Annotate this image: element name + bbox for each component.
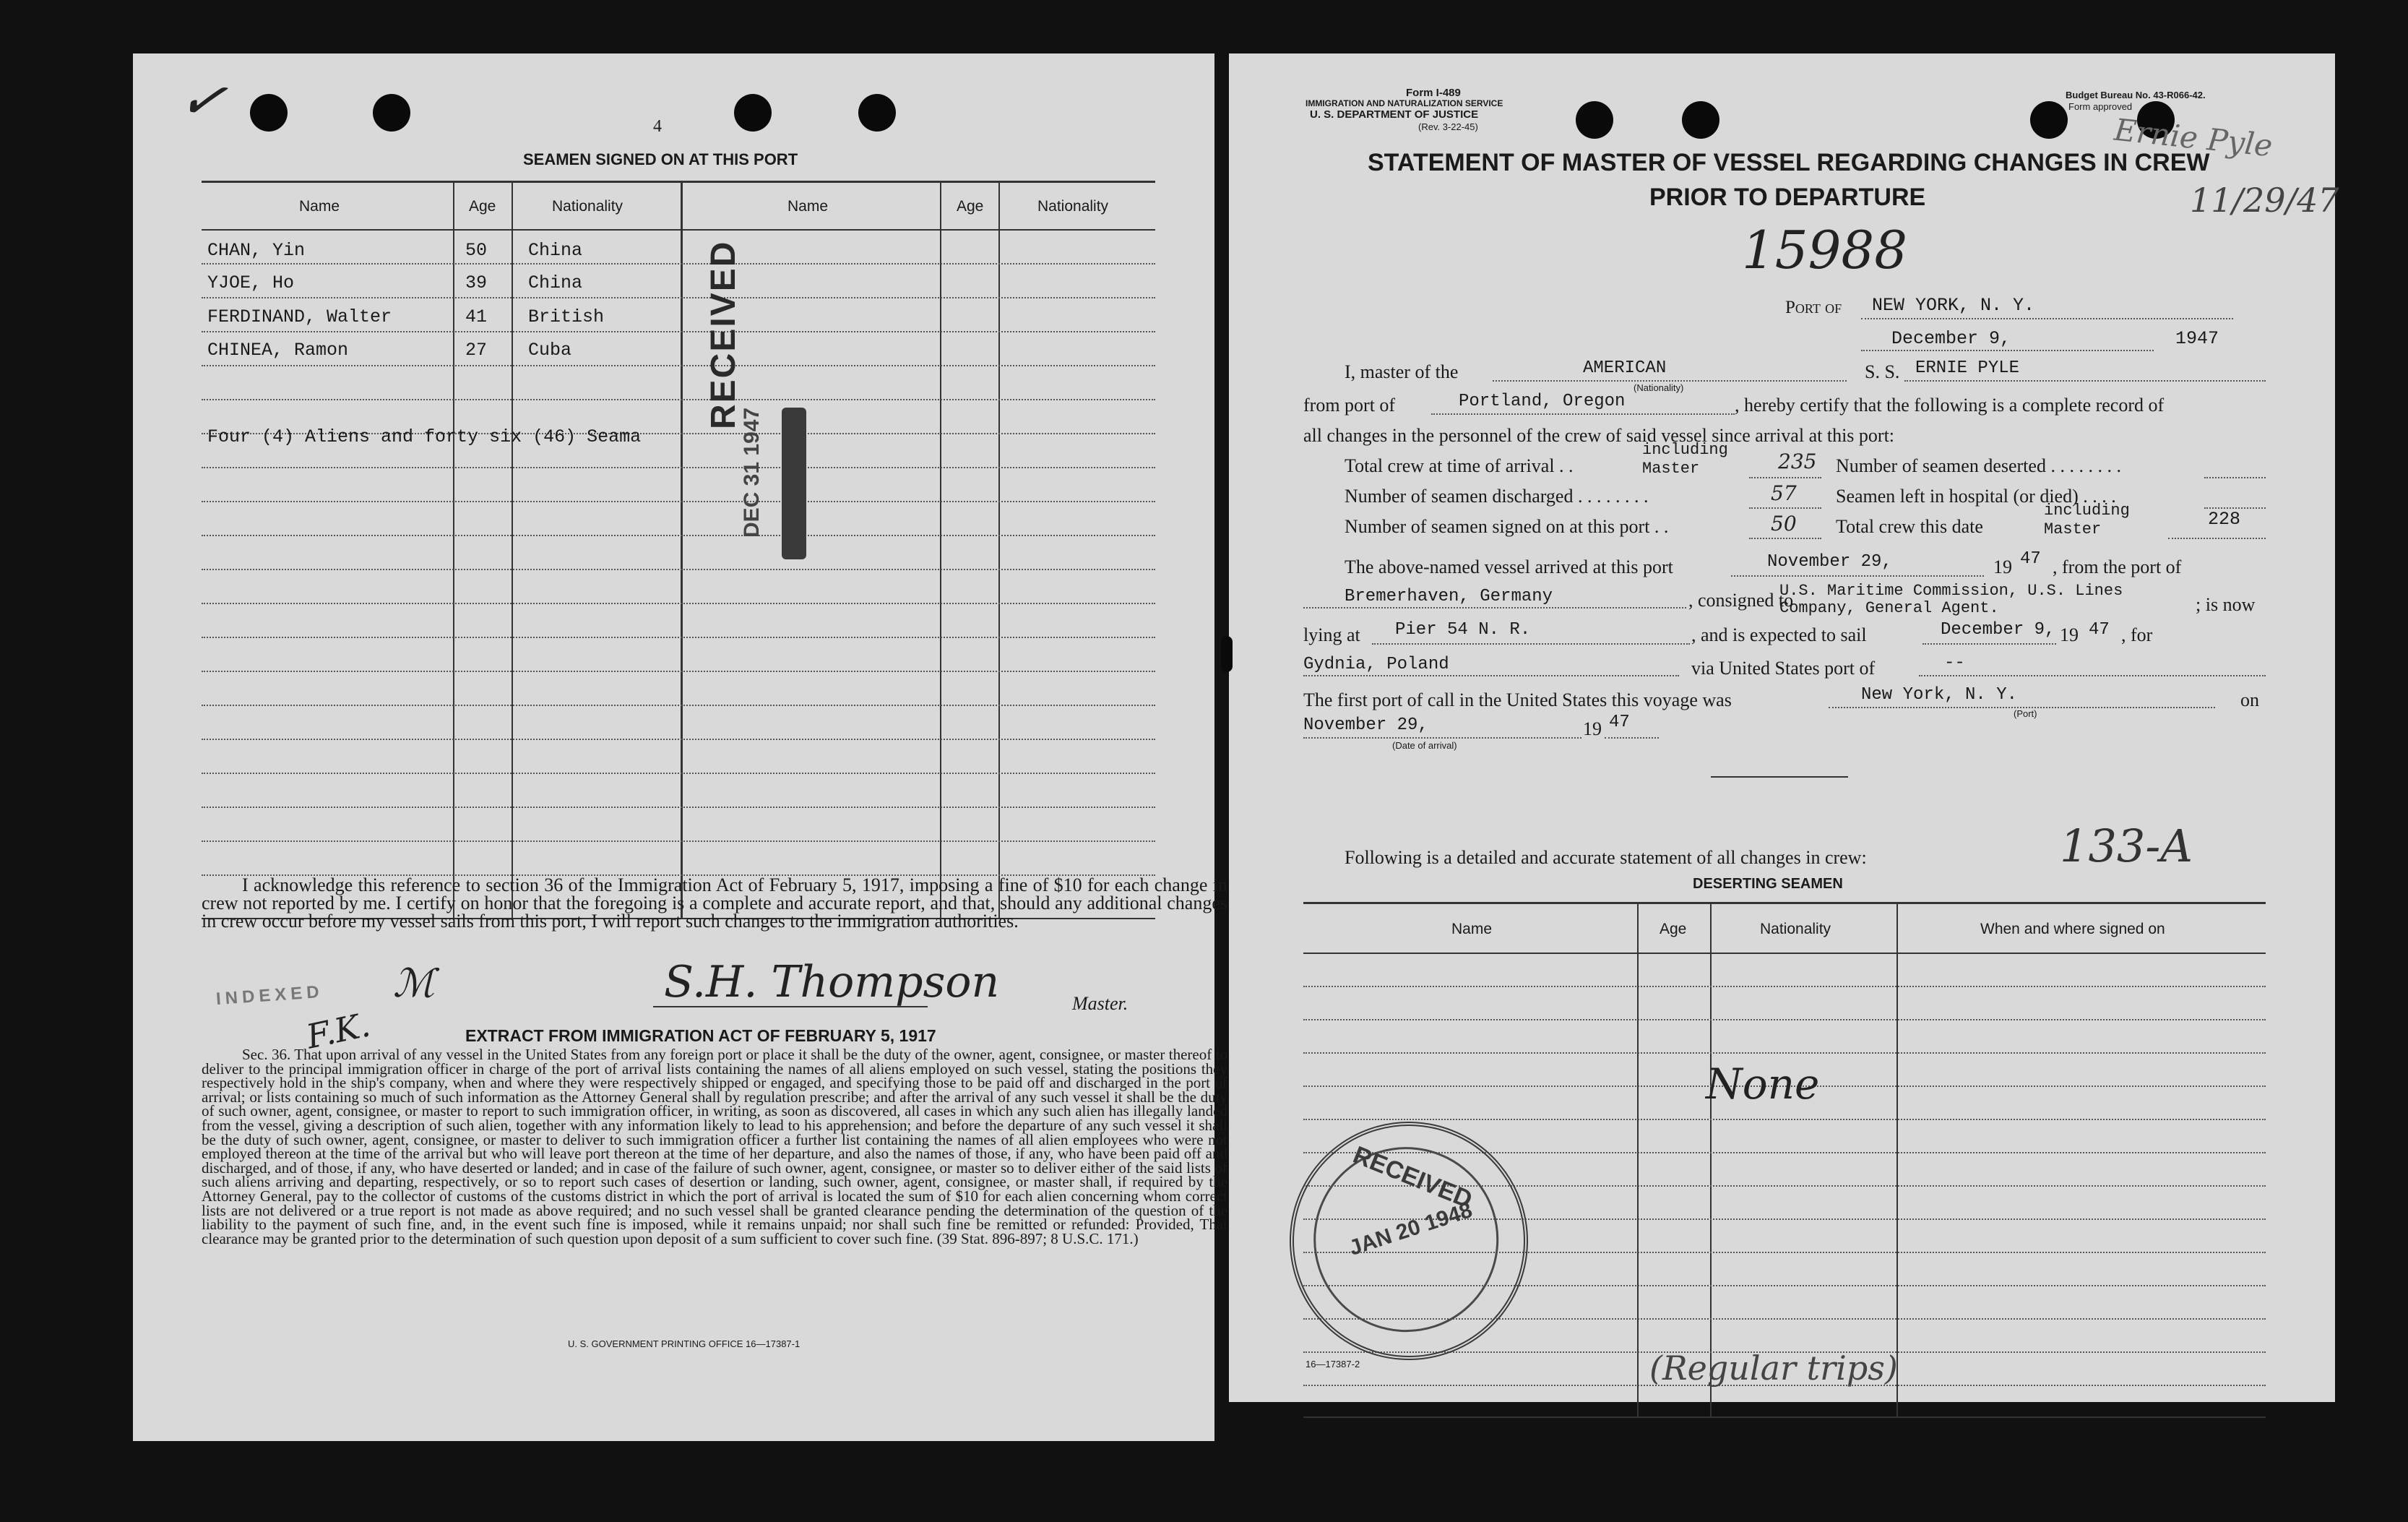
year-prefix: 19 — [1583, 718, 1602, 739]
total-crew-date-value: 228 — [2208, 509, 2241, 530]
checkmark-icon: ✓ — [173, 64, 232, 137]
table-row-name: CHAN, Yin — [207, 240, 306, 261]
first-port-value: New York, N. Y. — [1861, 685, 2018, 705]
form-title: STATEMENT OF MASTER OF VESSEL REGARDING CHANGES IN CREW — [1368, 149, 2210, 176]
punch-hole — [1682, 101, 1719, 139]
destination: Gydnia, Poland — [1303, 655, 1449, 674]
table-row-name: CHINEA, Ramon — [207, 340, 349, 361]
is-now-label: ; is now — [2196, 594, 2256, 615]
hospital-label: Seamen left in hospital (or died) . . . . — [1836, 486, 2116, 507]
first-port-label: The first port of call in the United States this voyage was — [1303, 689, 1732, 710]
lying-label: lying at — [1303, 624, 1360, 645]
table-row-age: 41 — [465, 306, 488, 327]
extract-title: EXTRACT FROM IMMIGRATION ACT OF FEBRUARY 5, 1917 — [465, 1026, 936, 1045]
form-number: Form I-489 — [1406, 87, 1461, 99]
year-prefix: 19 — [2060, 624, 2079, 645]
printing-office: U. S. GOVERNMENT PRINTING OFFICE 16—17387-1 — [568, 1338, 800, 1349]
signed-on-label: Number of seamen signed on at this port . . — [1345, 516, 1669, 537]
received-date-stamp: DEC 31 1947 — [740, 407, 764, 538]
for-label: , for — [2121, 624, 2153, 645]
statement-date: December 9, — [1891, 328, 2011, 349]
summary-note: Four (4) Aliens and forty six (46) Seama — [207, 426, 642, 447]
column-header: Age — [1660, 921, 1687, 937]
form-code: 16—17387-2 — [1306, 1359, 1360, 1370]
including-master: including Master — [1642, 441, 1728, 478]
sail-date: December 9, — [1941, 620, 2055, 640]
year-prefix: 19 — [1993, 556, 2012, 577]
table-row-nationality: Cuba — [528, 340, 572, 361]
via-value: -- — [1944, 653, 1965, 673]
master-signature: S.H. Thompson — [664, 957, 1000, 1007]
table-row-nationality: China — [528, 272, 583, 293]
expected-label: , and is expected to sail — [1691, 624, 1867, 645]
port-value: NEW YORK, N. Y. — [1872, 295, 2035, 316]
punch-hole — [250, 94, 288, 132]
table-row-age: 50 — [465, 240, 488, 261]
nationality-caption: (Nationality) — [1634, 382, 1684, 393]
none-entry: None — [1706, 1059, 1820, 1109]
received-stamp-date: JAN 20 1948 — [1346, 1198, 1475, 1260]
column-header: Nationality — [1760, 921, 1831, 937]
punch-hole — [858, 94, 896, 132]
discharged-label: Number of seamen discharged . . . . . . . . — [1345, 486, 1649, 507]
certify-text: , hereby certify that the following is a complete record of — [1735, 395, 2165, 416]
initials: F.K. — [303, 1005, 374, 1057]
left-page — [133, 53, 1227, 1441]
total-crew-arrival-label: Total crew at time of arrival . . — [1345, 455, 1574, 476]
binding-notch — [1221, 636, 1233, 672]
budget-bureau: Budget Bureau No. 43-R066-42. — [2066, 90, 2206, 100]
right-page — [1229, 53, 2339, 1402]
table-row-name: FERDINAND, Walter — [207, 306, 392, 327]
acknowledgment-text: I acknowledge this reference to section 36 of the Immigration Act of February 5, 1917, imposing a fine of $10 for each change in crew not reported by me. I certify on honor that the foregoing is a complete and accurate report, and that, should any additional changes in crew occur before my vessel sails from this port, I will report such changes to the immigration authorities. — [202, 874, 1227, 932]
discharged-value: 57 — [1771, 481, 1797, 505]
following-label: Following is a detailed and accurate statement of all changes in crew: — [1345, 847, 1867, 868]
column-header: Name — [1451, 921, 1493, 937]
table-row-name: YJOE, Ho — [207, 272, 295, 293]
total-crew-arrival-value: 235 — [1778, 450, 1817, 473]
date-of-arrival-caption: (Date of arrival) — [1392, 740, 1457, 751]
column-header: Name — [299, 198, 340, 215]
arrived-from: Bremerhaven, Germany — [1345, 587, 1553, 606]
master-of-label: I, master of the — [1345, 361, 1459, 382]
table-row-age: 27 — [465, 340, 488, 361]
agency-line: U. S. DEPARTMENT OF JUSTICE — [1310, 108, 1479, 121]
table-row-nationality: China — [528, 240, 583, 261]
punch-hole — [2030, 101, 2068, 139]
deserting-heading: DESERTING SEAMEN — [1693, 876, 1843, 892]
handwritten-ship-name: Ernie Pyle — [2113, 111, 2274, 164]
lying-value: Pier 54 N. R. — [1395, 620, 1531, 640]
form-subtitle: PRIOR TO DEPARTURE — [1649, 184, 1926, 211]
received-stamp-text: RECEIVED — [1349, 1140, 1477, 1214]
arrived-label: The above-named vessel arrived at this port — [1345, 556, 1673, 577]
from-port-value: Portland, Oregon — [1459, 392, 1626, 411]
total-crew-date-label: Total crew this date — [1836, 516, 1983, 537]
sail-year: 47 — [2089, 620, 2110, 640]
file-number: 15988 — [1742, 220, 1908, 280]
date-stamp-mark — [782, 408, 806, 559]
column-header: When and where signed on — [1980, 921, 2165, 937]
consigned-label: , consigned to — [1688, 590, 1794, 611]
arrived-year: 47 — [2020, 549, 2041, 569]
initials-mark: ℳ — [393, 960, 435, 1006]
column-header: Nationality — [552, 198, 623, 215]
extract-text: Sec. 36. That upon arrival of any vessel in the United States from any foreign port or place it shall be the duty of the owner, agent, consignee, or master thereof to deliver to the principal immigration officer in charge of the port of arrival lists containing the names of all aliens employed on such vessel, stating the positions they respectively hold in the ship's company, when and where they were respectively shipped or engaged, and specifying those to be paid off and discharged in the port of arrival; or lists containing so much of such information as the Attorney General shall by regulation prescribe; and after the arrival of any such vessel it shall be the duty of such owner, agent, consignee, or master to report to such immigration officer, in writing, as soon as discovered, all cases in which any such alien has illegally landed from the vessel, giving a description of such alien, together with any information likely to lead to his apprehension; and before the departure of any such vessel it shall be the duty of such owner, agent, consignee, or master to deliver to such immigration officer a further list containing the names of all alien employees who were not employed thereon at the time of the arrival but who will leave port thereon at the time of her departure, and also the names of those, if any, who have been paid off and discharged, and of those, if any, who have deserted or landed; and in case of the failure of such owner, agent, consignee, or master so to deliver either of the said lists of such aliens arriving and departing, respectively, or so to report such cases of desertion or landing, such owner, agent, consignee, or master shall, if required by the Attorney General, pay to the collector of customs of the customs district in which the port of arrival is located the sum of $10 for each alien concerning whom correct lists are not delivered or a true report is not made as above required; and no such vessel shall be granted clearance pending the determination of the question of the liability to the payment of such fine, and, in the event such fine is imposed, while it remains unpaid; nor shall such fine be remitted or refunded: Provided, That clearance may be granted prior to the determination of such question upon deposit of a sum sufficient to cover such fine. (39 Stat. 896-897; 8 U.S.C. 171.) — [202, 1046, 1227, 1247]
from-port-of-label: , from the port of — [2053, 556, 2182, 577]
ss-label: S. S. — [1865, 361, 1900, 382]
handwritten-note: (Regular trips) — [1649, 1349, 1898, 1388]
revision-date: (Rev. 3-22-45) — [1418, 121, 1478, 132]
arrived-date: November 29, — [1767, 552, 1892, 572]
port-caption: (Port) — [2014, 708, 2037, 719]
form-approved: Form approved — [2068, 101, 2133, 112]
handwritten-reference: 133-A — [2060, 820, 2193, 872]
page-number: 4 — [653, 117, 662, 136]
on-label: on — [2240, 689, 2259, 710]
punch-hole — [734, 94, 772, 132]
indexed-stamp: INDEXED — [215, 981, 324, 1010]
deserted-label: Number of seamen deserted . . . . . . . . — [1836, 455, 2121, 476]
column-header: Age — [957, 198, 984, 215]
first-port-date: November 29, — [1303, 715, 1428, 735]
table-row-age: 39 — [465, 272, 488, 293]
master-label: Master. — [1072, 993, 1129, 1014]
statement-year: 1947 — [2175, 328, 2219, 349]
vessel-nationality: AMERICAN — [1583, 358, 1667, 378]
handwritten-date: 11/29/47 — [2190, 181, 2339, 220]
via-label: via United States port of — [1691, 658, 1876, 679]
received-circular-stamp — [1259, 1091, 1559, 1391]
certify-text: all changes in the personnel of the crew of said vessel since arrival at this port: — [1303, 425, 1895, 446]
received-stamp: RECEIVED — [704, 240, 743, 429]
column-header: Age — [469, 198, 496, 215]
consignee: U.S. Maritime Commission, U.S. Lines Company, General Agent. — [1779, 582, 2123, 617]
from-port-label: from port of — [1303, 395, 1396, 416]
punch-hole — [373, 94, 410, 132]
agency-line: IMMIGRATION AND NATURALIZATION SERVICE — [1306, 98, 1503, 108]
first-port-year: 47 — [1609, 713, 1630, 732]
signed-on-value: 50 — [1771, 512, 1797, 536]
table-row-nationality: British — [528, 306, 605, 327]
section-heading: SEAMEN SIGNED ON AT THIS PORT — [523, 150, 798, 168]
vessel-name: ERNIE PYLE — [1915, 358, 2020, 378]
punch-hole — [1576, 101, 1613, 139]
column-header: Name — [787, 198, 829, 215]
port-label: Port of — [1785, 298, 1842, 317]
column-header: Nationality — [1037, 198, 1109, 215]
including-master: including Master — [2044, 502, 2130, 538]
